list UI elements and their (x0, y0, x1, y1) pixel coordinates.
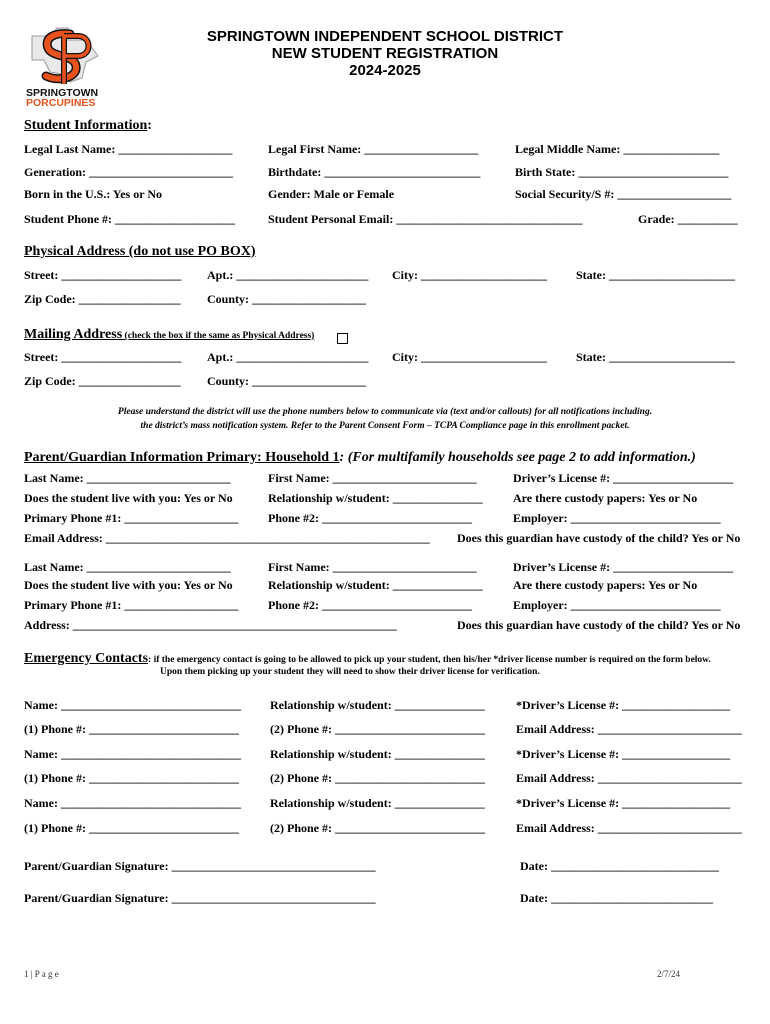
g2-first-name-field[interactable]: First Name: ________________________ (268, 560, 477, 574)
g2-employer-field[interactable]: Employer: _________________________ (513, 598, 721, 612)
same-as-physical-checkbox[interactable] (337, 333, 348, 344)
legal-middle-name-field[interactable]: Legal Middle Name: ________________ (515, 142, 720, 156)
g2-relationship-field[interactable]: Relationship w/student: _______________ (268, 578, 483, 592)
ec2-phone1-field[interactable]: (1) Phone #: _________________________ (24, 771, 239, 785)
ec1-drivers-license-field[interactable]: *Driver’s License #: __________________ (516, 698, 731, 712)
page-number: 1 | P a g e (24, 969, 59, 979)
g1-last-name-field[interactable]: Last Name: ________________________ (24, 471, 231, 485)
born-in-us-field[interactable]: Born in the U.S.: Yes or No (24, 187, 163, 201)
date-1-field[interactable]: Date: ____________________________ (520, 859, 719, 873)
g1-custody-papers-field[interactable]: Are there custody papers: Yes or No (513, 491, 698, 505)
sp-monogram-logo (26, 26, 104, 86)
mailing-zip-field[interactable]: Zip Code: _________________ (24, 374, 181, 388)
legal-first-name-field[interactable]: Legal First Name: ___________________ (268, 142, 479, 156)
g2-drivers-license-field[interactable]: Driver’s License #: ____________________ (513, 560, 734, 574)
emergency-contacts-heading: Emergency Contacts: if the emergency contact is going to be allowed to pick up your student, then his/her *driver license number is required on the form below. (24, 651, 711, 666)
ec3-phone1-field[interactable]: (1) Phone #: _________________________ (24, 821, 239, 835)
student-information-heading: Student Information: (24, 118, 152, 133)
g1-employer-field[interactable]: Employer: _________________________ (513, 511, 721, 525)
ec2-phone2-field[interactable]: (2) Phone #: _________________________ (270, 771, 485, 785)
ec1-phone2-field[interactable]: (2) Phone #: _________________________ (270, 722, 485, 736)
notification-notice-line2: the district’s mass notification system. Refer to the Parent Consent Form – TCPA Compliance page in this enrollment packet. (140, 421, 630, 431)
ec3-drivers-license-field[interactable]: *Driver’s License #: __________________ (516, 796, 731, 810)
signature-2-field[interactable]: Parent/Guardian Signature: __________________________________ (24, 891, 376, 905)
g1-primary-phone-field[interactable]: Primary Phone #1: ___________________ (24, 511, 239, 525)
mailing-street-field[interactable]: Street: ____________________ (24, 350, 182, 364)
logo-text-springtown: SPRINGTOWN (26, 87, 99, 99)
g1-first-name-field[interactable]: First Name: ________________________ (268, 471, 477, 485)
ec3-name-field[interactable]: Name: ______________________________ (24, 796, 241, 810)
ec3-email-field[interactable]: Email Address: ________________________ (516, 821, 742, 835)
ec1-relationship-field[interactable]: Relationship w/student: _______________ (270, 698, 485, 712)
guardian-heading: Parent/Guardian Information Primary: Household 1: (For multifamily households see page 2 to add information.) (24, 450, 696, 465)
gender-field[interactable]: Gender: Male or Female (268, 187, 395, 201)
g1-email-field[interactable]: Email Address: ______________________________________________________ (24, 531, 430, 545)
student-email-field[interactable]: Student Personal Email: _______________________________ (268, 212, 583, 226)
birth-state-field[interactable]: Birth State: _________________________ (515, 165, 729, 179)
g1-lives-with-field[interactable]: Does the student live with you: Yes or No (24, 491, 233, 505)
g2-lives-with-field[interactable]: Does the student live with you: Yes or No (24, 578, 233, 592)
physical-apt-field[interactable]: Apt.: ______________________ (207, 268, 369, 282)
district-title: SPRINGTOWN INDEPENDENT SCHOOL DISTRICT (206, 28, 564, 45)
signature-1-field[interactable]: Parent/Guardian Signature: __________________________________ (24, 859, 376, 873)
ec2-relationship-field[interactable]: Relationship w/student: _______________ (270, 747, 485, 761)
physical-city-field[interactable]: City: _____________________ (392, 268, 547, 282)
ec2-drivers-license-field[interactable]: *Driver’s License #: __________________ (516, 747, 731, 761)
g2-has-custody-field[interactable]: Does this guardian have custody of the child? Yes or No (457, 618, 741, 632)
g2-phone2-field[interactable]: Phone #2: _________________________ (268, 598, 472, 612)
g1-drivers-license-field[interactable]: Driver’s License #: ____________________ (513, 471, 734, 485)
g1-phone2-field[interactable]: Phone #2: _________________________ (268, 511, 472, 525)
physical-state-field[interactable]: State: _____________________ (576, 268, 735, 282)
g1-has-custody-field[interactable]: Does this guardian have custody of the child? Yes or No (457, 531, 741, 545)
student-phone-field[interactable]: Student Phone #: ____________________ (24, 212, 236, 226)
mailing-state-field[interactable]: State: _____________________ (576, 350, 735, 364)
g2-last-name-field[interactable]: Last Name: ________________________ (24, 560, 231, 574)
ec1-phone1-field[interactable]: (1) Phone #: _________________________ (24, 722, 239, 736)
ec2-name-field[interactable]: Name: ______________________________ (24, 747, 241, 761)
g2-custody-papers-field[interactable]: Are there custody papers: Yes or No (513, 578, 698, 592)
physical-address-heading: Physical Address (do not use PO BOX) (24, 244, 256, 259)
ec3-phone2-field[interactable]: (2) Phone #: _________________________ (270, 821, 485, 835)
school-year: 2024-2025 (349, 62, 421, 79)
mailing-county-field[interactable]: County: ___________________ (207, 374, 367, 388)
logo-text-porcupines: PORCUPINES (26, 97, 96, 109)
mailing-address-heading: Mailing Address (check the box if the same as Physical Address) (24, 327, 315, 342)
ec1-name-field[interactable]: Name: ______________________________ (24, 698, 241, 712)
physical-zip-field[interactable]: Zip Code: _________________ (24, 292, 181, 306)
g1-relationship-field[interactable]: Relationship w/student: _______________ (268, 491, 483, 505)
emergency-note-line2: Upon them picking up your student they will need to show their driver license for verification. (160, 667, 540, 677)
birthdate-field[interactable]: Birthdate: __________________________ (268, 165, 481, 179)
g2-primary-phone-field[interactable]: Primary Phone #1: ___________________ (24, 598, 239, 612)
mailing-apt-field[interactable]: Apt.: ______________________ (207, 350, 369, 364)
physical-county-field[interactable]: County: ___________________ (207, 292, 367, 306)
physical-street-field[interactable]: Street: ____________________ (24, 268, 182, 282)
generation-field[interactable]: Generation: ________________________ (24, 165, 233, 179)
ec3-relationship-field[interactable]: Relationship w/student: _______________ (270, 796, 485, 810)
g2-address-field[interactable]: Address: ______________________________________________________ (24, 618, 397, 632)
date-2-field[interactable]: Date: ___________________________ (520, 891, 713, 905)
notification-notice-line1: Please understand the district will use the phone numbers below to communicate via (text and/or callouts) for all notifications including. (117, 407, 653, 417)
mailing-city-field[interactable]: City: _____________________ (392, 350, 547, 364)
ec1-email-field[interactable]: Email Address: ________________________ (516, 722, 742, 736)
form-title: NEW STUDENT REGISTRATION (271, 45, 499, 62)
ec2-email-field[interactable]: Email Address: ________________________ (516, 771, 742, 785)
legal-last-name-field[interactable]: Legal Last Name: ___________________ (24, 142, 233, 156)
grade-field[interactable]: Grade: __________ (638, 212, 738, 226)
revision-date: 2/7/24 (657, 969, 681, 979)
social-security-field[interactable]: Social Security/S #: ___________________ (515, 187, 732, 201)
